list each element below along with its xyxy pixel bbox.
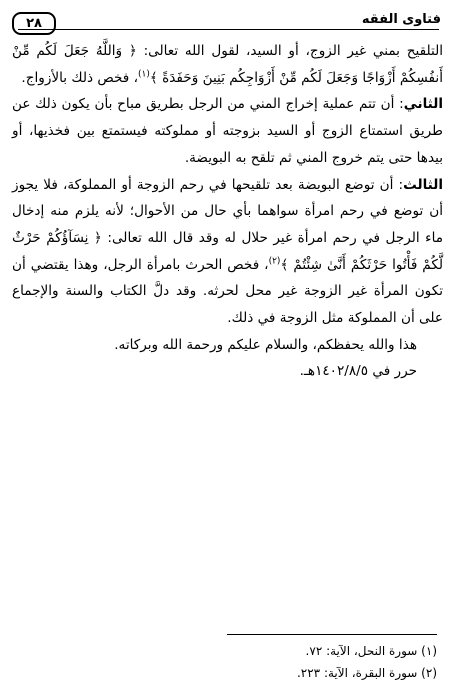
- third-heading: الثالث: [403, 176, 443, 193]
- date-line: حرر في ١٤٠٢/٨/٥هـ.: [299, 363, 417, 380]
- footnotes: [40, 640, 437, 684]
- third-end: ، فخص الحرث بامرأة الرجل، وهذا يقتضي أن تكون المرأة غير الزوجة غير محل لحرثه. وقد دلَّ الكتاب والسنة والإجماع على أن المملوكة مثل الزوجة في ذلك.: [12, 256, 443, 327]
- paragraph-third: [12, 172, 443, 332]
- footnote-1: (١) سورة النحل، الآية: ٧٢.: [305, 644, 437, 658]
- paragraph-first: [12, 38, 443, 91]
- footnote-ref-1: (١): [138, 69, 150, 80]
- footnote-rule: [227, 634, 437, 635]
- header-rule: [18, 29, 439, 30]
- paragraph-second: [12, 91, 443, 171]
- book-title: فتاوى الفقه: [361, 12, 441, 27]
- footnote-2: (٢) سورة البقرة، الآية: ٢٢٣.: [296, 666, 437, 680]
- page-header: [6, 6, 445, 36]
- closing-line: هذا والله يحفظكم، والسلام عليكم ورحمة الله وبركاته.: [114, 336, 417, 353]
- page-number: ٢٨: [12, 12, 56, 35]
- second-heading: الثاني: [403, 96, 443, 113]
- paragraph-first-text: التلقيح بمني غير الزوج، أو السيد، لقول الله تعالى: ﴿ وَاللَّهُ جَعَلَ لَكُم مِّنْ أَنفُسِكُمْ أَزْوَاجًا وَجَعَلَ لَكُم مِّنْ أَزْوَاجِكُم بَنِينَ وَحَفَدَةً ﴾: [12, 43, 443, 86]
- paragraph-first-end: ، فخص ذلك بالأزواج.: [21, 69, 139, 86]
- footnote-ref-2: (٢): [268, 256, 281, 267]
- second-text: : أن تتم عملية إخراج المني من الرجل بطريق مباح بأن يكون ذلك عن طريق استمتاع الزوج أو السيد بزوجته أو مملوكته فيستمتع بين فخذيها، أو بيدها حتى يتم خروج المني ثم تلقح به البويضة.: [12, 96, 443, 166]
- body-text: [12, 38, 443, 385]
- third-text: : أن توضع البويضة بعد تلقيحها في رحم الزوجة أو المملوكة، فلا يجوز أن توضع في رحم امرأة سواهما بأي حال من الأحوال؛ لأنه يلزم منه إدخال ماء الرجل في رحم امرأة غير حلال له وقد قال الله تعالى: ﴿ نِسَآؤُكُمْ حَرْثٌ لَّكُمْ فَأْتُوا حَرْثَكُمْ أَنَّىٰ شِئْتُمْ ﴾: [12, 176, 443, 273]
